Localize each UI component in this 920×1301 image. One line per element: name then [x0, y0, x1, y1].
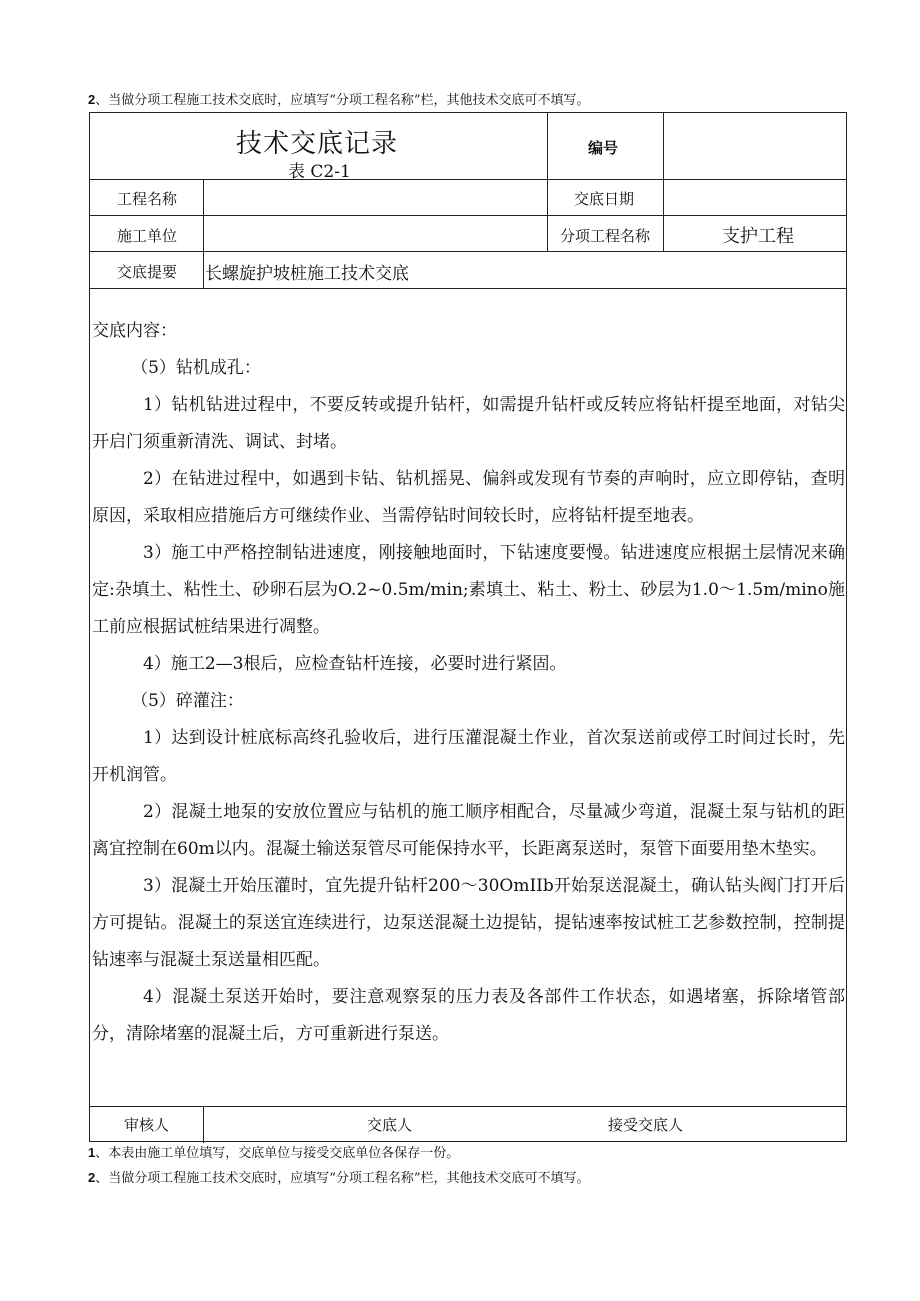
discloser-label: 交底人	[367, 1116, 413, 1134]
content-paragraph: （5）钻机成孔：	[131, 358, 261, 378]
bottom-note-2-text: 、当做分项工程施工技术交底时，应填写“分项工程名称”栏，其他技术交底可不填写。	[95, 1171, 590, 1186]
subproject-name-label: 分项工程名称	[560, 227, 651, 245]
grid-line	[203, 1106, 204, 1143]
form-title: 技术交底记录	[236, 129, 399, 159]
project-name-label: 工程名称	[117, 190, 178, 208]
date-label: 交底日期	[574, 190, 635, 208]
content-paragraph: 4）混凝土泵送开始时，要注意观察泵的压力表及各部件工作状态，如遇堵塞，拆除堵管部分，清除堵塞的混凝土后，方可重新进行泵送。	[92, 987, 845, 1044]
top-note	[88, 92, 590, 109]
subproject-name-value: 支护工程	[722, 226, 794, 247]
content-paragraph: 1）钻机钻进过程中，不要反转或提升钻杆，如需提升钻杆或反转应将钻杆提至地面，对钻尖开启门须重新清洗、调试、封堵。	[92, 395, 845, 452]
bottom-note-2-number: 2	[88, 1170, 96, 1185]
top-note-number: 2	[88, 92, 96, 107]
bottom-note-1-number: 1	[88, 1145, 96, 1160]
content-paragraph: 2）混凝土地泵的安放位置应与钻机的施工顺序相配合，尽量减少弯道，混凝土泵与钻机的距离宜控制在60m以内。混凝土输送泵管尽可能保持水平，长距离泵送时，泵管下面要用垫木垫实。	[92, 802, 845, 859]
summary-label: 交底提要	[117, 263, 178, 281]
construction-unit-label: 施工单位	[117, 227, 178, 245]
bottom-note-1	[88, 1145, 459, 1162]
number-label: 编号	[588, 140, 619, 157]
grid-line	[547, 113, 548, 251]
grid-line	[90, 288, 846, 289]
reviewer-label: 审核人	[124, 1116, 170, 1134]
bottom-note-1-text: 、本表由施工单位填写，交底单位与接受交底单位各保存一份。	[95, 1146, 460, 1161]
content-paragraph: （5）碎灌注：	[131, 691, 244, 711]
content-paragraph: 3）施工中严格控制钻进速度，刚接触地面时，下钻速度要慢。钻进速度应根据土层情况来确定:杂填土、粘性土、砂卵石层为O.2~0.5m/min;素填土、粘土、粉土、砂层为1.0～1.5m/mino施工前应根据试桩结果进行凋整。	[92, 543, 845, 637]
content-paragraph: 3）混凝土开始压灌时，宜先提升钻杆200～30OmIIb开始泵送混凝土，确认钻头阀门打开后方可提钻。混凝土的泵送宜连续进行，边泵送混凝土边提钻，提钻速率按试桩工艺参数控制，控制提钻速率与混凝土泵送量相匹配。	[92, 876, 845, 970]
summary-value: 长螺旋护坡桩施工技术交底	[205, 264, 409, 284]
grid-line	[663, 113, 664, 251]
grid-line	[203, 179, 204, 288]
form-code: 表 C2-1	[288, 162, 351, 182]
disclosure-form	[89, 112, 847, 1142]
top-note-text: 、当做分项工程施工技术交底时，应填写“分项工程名称”栏，其他技术交底可不填写。	[95, 93, 590, 108]
bottom-note-2	[88, 1170, 590, 1187]
content-paragraph: 4）施工2—3根后，应检查钻杆连接，必要时进行紧固。	[143, 654, 567, 674]
disclosure-content	[90, 313, 848, 1053]
content-paragraph: 2）在钻进过程中，如遇到卡钻、钻机摇晃、偏斜或发现有节奏的声响时，应立即停钻，查明原因，采取相应措施后方可继续作业、当需停钻时间较长时，应将钻杆提至地表。	[92, 469, 845, 526]
receiver-label: 接受交底人	[608, 1116, 684, 1134]
content-paragraph: 1）达到设计桩底标高终孔验收后，进行压灌混凝土作业，首次泵送前或停工时间过长时，先开机润管。	[92, 728, 845, 785]
content-heading: 交底内容：	[92, 321, 177, 341]
